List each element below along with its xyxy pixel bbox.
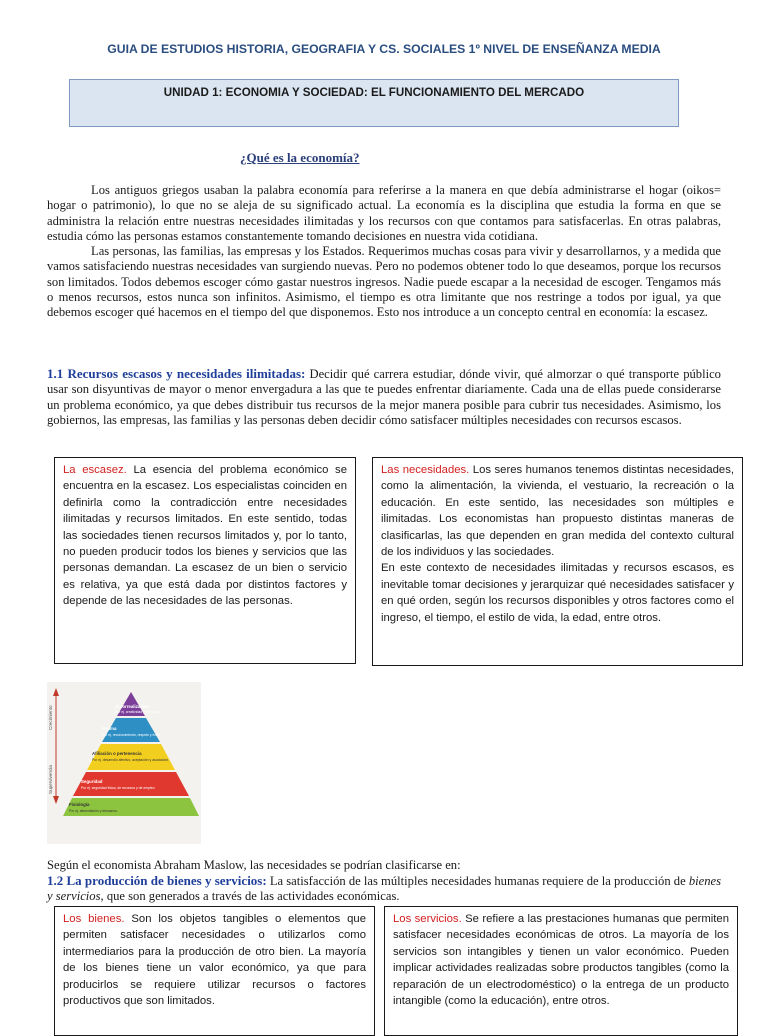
- maslow-pyramid-figure: [47, 682, 201, 844]
- section-1-1-heading: 1.1 Recursos escasos y necesidades ilimitadas:: [47, 366, 306, 381]
- servicios-term: Los servicios.: [393, 913, 462, 925]
- section-1-1-text: Decidir qué carrera estudiar, dónde vivir, qué almorzar o qué transporte público usar son disyuntivas de mayor o menor envergadura a las que te puedes enfrentar diariamente. Cada una de ellas puede considerarse un problema económico, ya que debes distribuir tus recursos de la mejor manera posible para cubrir tus necesidades. Asimismo, los gobiernos, las empresas, las familias y las personas deben decidir cómo satisfacer múltiples necesidades con recursos escasos.: [47, 367, 721, 427]
- level-3-desc: Por ej. desarrollo afectivo, aceptación y asociación.: [92, 758, 170, 762]
- unit-box: [69, 79, 679, 127]
- level-4-desc: Por ej. seguridad física, de recursos y de empleo.: [81, 786, 156, 790]
- bienes-term: Los bienes.: [63, 913, 125, 925]
- level-1-desc: Por ej. creatividad y liderazgo.: [115, 710, 161, 714]
- escasez-box: [54, 457, 356, 664]
- necesidades-box: [372, 457, 743, 666]
- servicios-box: [384, 906, 738, 1036]
- servicios-text: Se refiere a las prestaciones humanas que permiten satisfacer necesidades económicas de otros. La mayoría de los servicios son intangibles y tienen un valor económico. Pueden implicar actividades realizadas sobre productos tangibles (como la reparación de un electrodoméstico) o la entrega de un producto intangible (como la educación), entre otros.: [393, 913, 729, 1008]
- level-5-title: Fisiología: [69, 802, 90, 807]
- intro-paragraph-1: Los antiguos griegos usaban la palabra economía para referirse a la manera en que debía administrarse el hogar (oikos= hogar o patrimonio), lo que no se aleja de su significado actual. La economía es la disciplina que estudia la forma en que se administra la relación entre nuestras necesidades ilimitadas y los recursos con que contamos para satisfacerlas. En otras palabras, estudia cómo las personas estamos constantemente tomando decisiones en nuestra vida cotidiana.: [47, 183, 721, 243]
- section-1-1: [47, 366, 721, 428]
- document-header: GUIA DE ESTUDIOS HISTORIA, GEOGRAFIA Y CS. SOCIALES 1º NIVEL DE ENSEÑANZA MEDIA: [107, 42, 661, 56]
- side-label-bottom: Supervivencia: [48, 765, 53, 794]
- side-label-top: Crecimiento: [48, 705, 53, 730]
- side-arrow-up-icon: [53, 688, 59, 696]
- escasez-text: La esencia del problema económico se encuentra en la escasez. Los especialistas coinciden en definirla como la contradicción entre necesidades ilimitadas y recursos limitados. En este sentido, todas las sociedades tienen recursos limitados y, por lo tanto, no pueden producir todos los bienes y servicios que las personas demandan. La escasez de un bien o servicio es relativa, ya que está dada por distintos factores y depende de las necesidades de las personas.: [63, 464, 347, 608]
- pyramid-level-5: [63, 798, 199, 816]
- section-1-2-emphasis: bienes y servicios: [47, 874, 721, 904]
- maslow-caption: Según el economista Abraham Maslow, las necesidades se podrían clasificarse en:: [47, 858, 461, 872]
- side-arrow-down-icon: [53, 796, 59, 804]
- bienes-text: Son los objetos tangibles o elementos que permiten satisfacer necesidades o utilizarlos como intermediarios para la producción de otro bien. La mayoría de los bienes tiene un valor económico, ya que para producirlos se requiere utilizar recursos o factores productivos que son limitados.: [63, 913, 367, 1008]
- section-1-2-heading: 1.2 La producción de bienes y servicios:: [47, 873, 267, 888]
- necesidades-term: Las necesidades.: [381, 464, 470, 476]
- section-1-2: [47, 873, 721, 905]
- section-1-2-text-a: La satisfacción de las múltiples necesidades humanas requiere de la producción de: [266, 874, 689, 888]
- question-title: ¿Qué es la economía?: [240, 150, 360, 165]
- level-1-title: Autorrealización: [115, 704, 150, 709]
- level-4-title: Seguridad: [81, 779, 103, 784]
- bienes-box: [54, 906, 375, 1036]
- escasez-term: La escasez.: [63, 464, 127, 476]
- pyramid-level-3: [87, 744, 175, 770]
- level-2-title: Estima: [102, 726, 117, 731]
- level-2-desc: Por ej. reconocimiento, respeto y éxito.: [102, 733, 161, 737]
- intro-paragraph-2: Las personas, las familias, las empresas y los Estados. Requerimos muchas cosas para vivir y desarrollarnos, y a medida que vamos satisfaciendo nuestras necesidades van surgiendo nuevas. Pero no podemos obtener todo lo que deseamos, porque los recursos son limitados. Todos debemos escoger cómo gastar nuestros ingresos. Nadie puede escapar a la necesidad de escoger. Tengamos más o menos recursos, estos nunca son infinitos. Asimismo, el tiempo es otra limitante que nos restringe a todos por igual, ya que debemos escoger qué hacemos en el tiempo del que disponemos. Esto nos introduce a un concepto central en economía: la escasez.: [47, 244, 721, 320]
- level-5-desc: Por ej. alimentación y descanso.: [69, 809, 118, 813]
- level-3-title: Afiliación o pertenencia: [92, 751, 142, 756]
- intro-text: [47, 183, 721, 321]
- pyramid-level-4: [73, 772, 189, 796]
- necesidades-text: Los seres humanos tenemos distintas necesidades, como la alimentación, la vivienda, el vestuario, la recreación o la educación. En este sentido, las necesidades son múltiples e ilimitadas. Los economistas han propuesto distintas maneras de clasificarlas, las que dependen en gran medida del contexto cultural de los individuos y las sociedades.: [381, 464, 734, 559]
- necesidades-text-2: En este contexto de necesidades ilimitadas y recursos escasos, es inevitable tomar decisiones y jerarquizar qué necesidades satisfacer y en qué orden, según los recursos disponibles y otros factores como el ingreso, el tiempo, el estilo de vida, la edad, entre otros.: [381, 562, 734, 624]
- section-1-2-text-b: , que son generados a través de las actividades económicas.: [100, 889, 400, 904]
- unit-title: UNIDAD 1: ECONOMIA Y SOCIEDAD: EL FUNCIONAMIENTO DEL MERCADO: [163, 86, 585, 99]
- maslow-pyramid: [47, 682, 201, 844]
